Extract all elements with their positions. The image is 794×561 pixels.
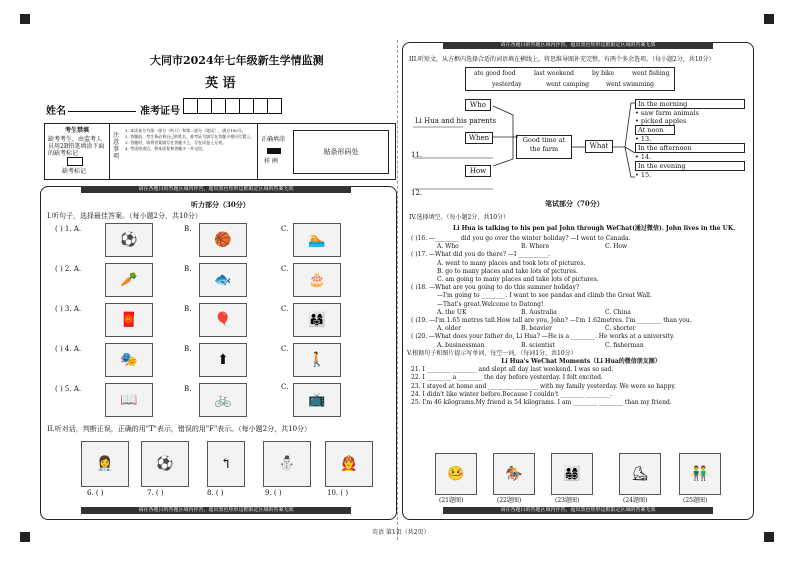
caption-21: (21题图) [439,497,464,504]
tf-picture-7: ⚽ [141,441,189,487]
caption-23: (23题图) [555,497,580,504]
q3-picture-c[interactable]: 👨‍👩‍👧 [293,303,341,337]
q4-option-c: C. [281,345,289,353]
q20-options: A. businessman B. scientist C. fisherman [437,341,644,349]
caption-22: (22题图) [497,497,522,504]
option-word: by bike [592,70,615,77]
question-24[interactable]: 24. I didn't like winter before.Because I couldn't ________ ________. [411,390,613,398]
tf-answer-10[interactable]: 10. ( ) [327,489,349,497]
notice-item: 2. 答题前，考生务必将自己的姓名、准考证号填写在答题卡相应位置上。 [125,134,255,139]
answer-area-banner-bottom: 请在各题目的答题区域内作答，超出黑色矩形边框限定区域的答案无效 [443,507,713,514]
morning-item-1: • saw farm animals [635,109,699,117]
morning-label: In the morning [635,99,745,109]
listening-panel [40,186,397,520]
option-word: went camping [546,81,589,88]
what-node: What [585,140,613,153]
notice-item: 4. 考试结束后，将本试卷和答题卡一并交回。 [125,146,207,151]
picture-23: 👨‍👩‍👧‍👦 [551,453,593,495]
name-field[interactable] [68,111,136,112]
evening-label: In the evening [635,161,745,171]
option-word: yesterday [492,81,522,88]
listening-part2: II.听对话，判断正误，正确的用"T"表示，错误的用"F"表示。（每小题2分，共10分） [47,425,312,433]
blank-13[interactable]: • 13. [635,135,652,143]
corner-mark [764,532,774,542]
how-node: How [465,165,491,177]
q2-picture-a[interactable]: 🥕 [105,263,153,297]
question-4: ( ) 4. A. [55,345,82,353]
q1-picture-b[interactable]: 🏀 [199,223,247,257]
q3-option-c: C. [281,305,289,313]
picture-24: ⛸ [619,453,661,495]
notice-item: 1. 本试卷分为第一部分（听力）和第二部分（笔试），满分100分。 [125,128,246,133]
corner-mark [20,14,30,24]
moments-title: Li Hua's WeChat Moments（Li Hua的微信朋友圈） [501,358,661,366]
notice-box [44,123,396,180]
picture-25: 👬 [679,453,721,495]
picture-22: 🏇 [493,453,535,495]
question-5: ( ) 5. A. [55,385,82,393]
q16-options: A. Who B. Where C. How [437,243,628,251]
question-1: ( ) 1. A. [55,225,82,233]
question-20[interactable]: ( )20. —What does your father do, Li Hua? —He is a ________. He works at a university. [411,333,675,341]
q5-picture-c[interactable]: 📺 [293,383,341,417]
absent-mark-box[interactable] [67,157,83,166]
right-panel [402,42,754,520]
tf-picture-10: 👨‍🚒 [325,441,373,487]
listening-part1: I.听句子，选择最佳答案。（每小题2分，共10分） [47,212,202,220]
option-word: went fishing [632,70,670,77]
dialog-intro: Li Hua is talking to his pen pal John through WeChat(通过微信). John lives in the UK. [453,225,736,232]
who-answer: Li Hua and his parents [415,117,497,125]
notice-side-label: 注意事项 [113,132,120,160]
q5-option-b: B. [184,385,192,393]
answer-area-banner: 请在各题目的答题区域内作答，超出黑色矩形边框限定区域的答案无效 [443,42,713,49]
listening-title: 听力部分（30分） [191,200,250,209]
q5-picture-b[interactable]: 🚲 [199,383,247,417]
q2-option-c: C. [281,265,289,273]
exam-number-label: 准考证号 [140,106,180,117]
exam-number-boxes[interactable] [183,98,282,114]
example-title: 正确填涂 [261,136,286,143]
blank-15[interactable]: • 15. [635,171,652,179]
q17-option-b[interactable]: B. go to many places and take lots of pictures. [437,267,578,275]
q17-option-a[interactable]: A. went to many places and took lots of pictures. [437,259,586,267]
schedule-list [635,99,745,179]
question-17[interactable]: ( )17. —What did you do there? —I __________. [411,251,551,259]
option-word: went swimming [606,81,655,88]
q2-picture-c[interactable]: 🎂 [293,263,341,297]
option-word: last weekend [534,70,575,77]
question-25[interactable]: 25. I'm 46 kilograms.My friend is 54 kilograms. I am ________ ________ than my friend. [411,399,672,407]
option-word: ate good food [474,70,516,77]
q2-picture-b[interactable]: 🐟 [199,263,247,297]
who-node: Who [465,99,491,111]
when-node: When [465,132,493,144]
example-filled-box [267,148,281,154]
q2-option-b: B. [184,265,192,273]
q4-picture-b[interactable]: ⬆ [199,343,247,377]
answer-area-banner-bottom: 请在各题目的答题区域内作答，超出黑色矩形边框限定区域的答案无效 [81,507,351,514]
example-sample: 样 例 [264,158,278,165]
q4-picture-a[interactable]: 🎭 [105,343,153,377]
tf-picture-9: ⛄ [263,441,311,487]
center-fold-line [397,40,398,540]
answer-area-banner: 请在各题目的答题区域内作答，超出黑色矩形边框限定区域的答案无效 [81,186,351,193]
notice-body: 缺考考生，由监考人员用2B铅笔填涂下面的缺考标记 [48,136,105,157]
q1-option-b: B. [184,225,192,233]
afternoon-label: In the afternoon [635,143,745,153]
absent-mark-label: 缺考标记 [62,168,87,175]
picture-21: 🤒 [435,453,477,495]
noon-label: At noon [635,125,675,135]
notice-item: 3. 答题时，请将答案填写在答题卡上，写在试卷上无效。 [125,140,227,145]
part5-title: V.根据句子和图片提示写单词，每空一词。（每词1分，共10分） [407,349,577,357]
q3-option-b: B. [184,305,192,313]
center-node: Good time at the farm [516,135,572,159]
barcode-area [293,130,389,174]
tf-picture-6: 👩‍⚕️ [81,441,129,487]
question-16[interactable]: ( )16. —________ did you go over the winter holiday? —I went to Canada. [411,235,631,242]
question-22[interactable]: 22. I ________ a ________ the day before yesterday. I felt excited. [411,374,603,382]
q5-option-c: C. [281,383,289,391]
corner-mark [764,14,774,24]
question-18-line2: —I'm going to ________. I want to see pandas and climb the Great Wall. [437,292,652,300]
tf-answer-7[interactable]: 7. ( ) [147,489,164,497]
question-18[interactable]: ( )18. —What are you going to do this summer holiday? [411,284,580,292]
question-23[interactable]: 23. I stayed at home and ________ ________ with my family yesterday. We were so happy. [411,382,676,390]
morning-item-2: • picked apples [635,117,687,125]
question-3: ( ) 3. A. [55,305,82,313]
caption-24: (24题图) [623,497,648,504]
caption-25: (25题图) [683,497,708,504]
tf-picture-8: ↰ [207,441,245,487]
notice-title: 考生禁填 [65,127,90,134]
blank-12[interactable]: 12. [411,189,423,197]
q5-picture-a[interactable]: 📖 [105,383,153,417]
tf-answer-8[interactable]: 8. ( ) [207,489,224,497]
q1-option-c: C. [281,225,289,233]
part4-title: IV.选择填空。（每小题2分，共10分） [409,214,510,221]
subject-title: 英 语 [205,76,236,91]
q3-picture-a[interactable]: 🧧 [105,303,153,337]
name-label: 姓名 [46,106,66,117]
q1-picture-c[interactable]: 🏊 [293,223,341,257]
barcode-label: 贴条形码处 [323,148,359,156]
question-19[interactable]: ( )19. —I'm 1.65 metres tall.How tall are you, John? —I'm 1.62metres. I'm ________ than you. [411,317,692,325]
blank-11[interactable]: 11. [411,151,423,159]
question-2: ( ) 2. A. [55,265,82,273]
part3-title: III.听短文，从方框内选择合适的词语填在横线上，将思维导图补充完整，有两个多余选项。（每小题2分，共10分） [409,56,715,63]
tf-answer-6[interactable]: 6. ( ) [87,489,104,497]
blank-14[interactable]: • 14. [635,153,652,161]
written-title: 笔试部分（70分） [545,199,604,208]
corner-mark [20,532,30,542]
q3-picture-b[interactable]: 🎈 [199,303,247,337]
q4-option-b: B. [184,345,192,353]
page-footer: 英语 第1页（共2页） [372,529,430,536]
tf-answer-9[interactable]: 9. ( ) [265,489,282,497]
exam-title: 大同市2024年七年级新生学情监测 [150,54,324,67]
question-21[interactable]: 21. I ________ ________ and slept all day last weekend. I was so sad. [411,366,614,374]
q1-picture-a[interactable]: ⚽ [105,223,153,257]
q18-options: A. the UK B. Australia C. China [437,308,632,316]
q17-option-c[interactable]: C. am going to many places and take lots of pictures. [437,276,599,284]
q4-picture-c[interactable]: 🚶 [293,343,341,377]
question-18-line3: —That's great.Welcome to Datong! [437,300,544,308]
q19-options: A. older B. heavier C. shorter [437,325,636,333]
